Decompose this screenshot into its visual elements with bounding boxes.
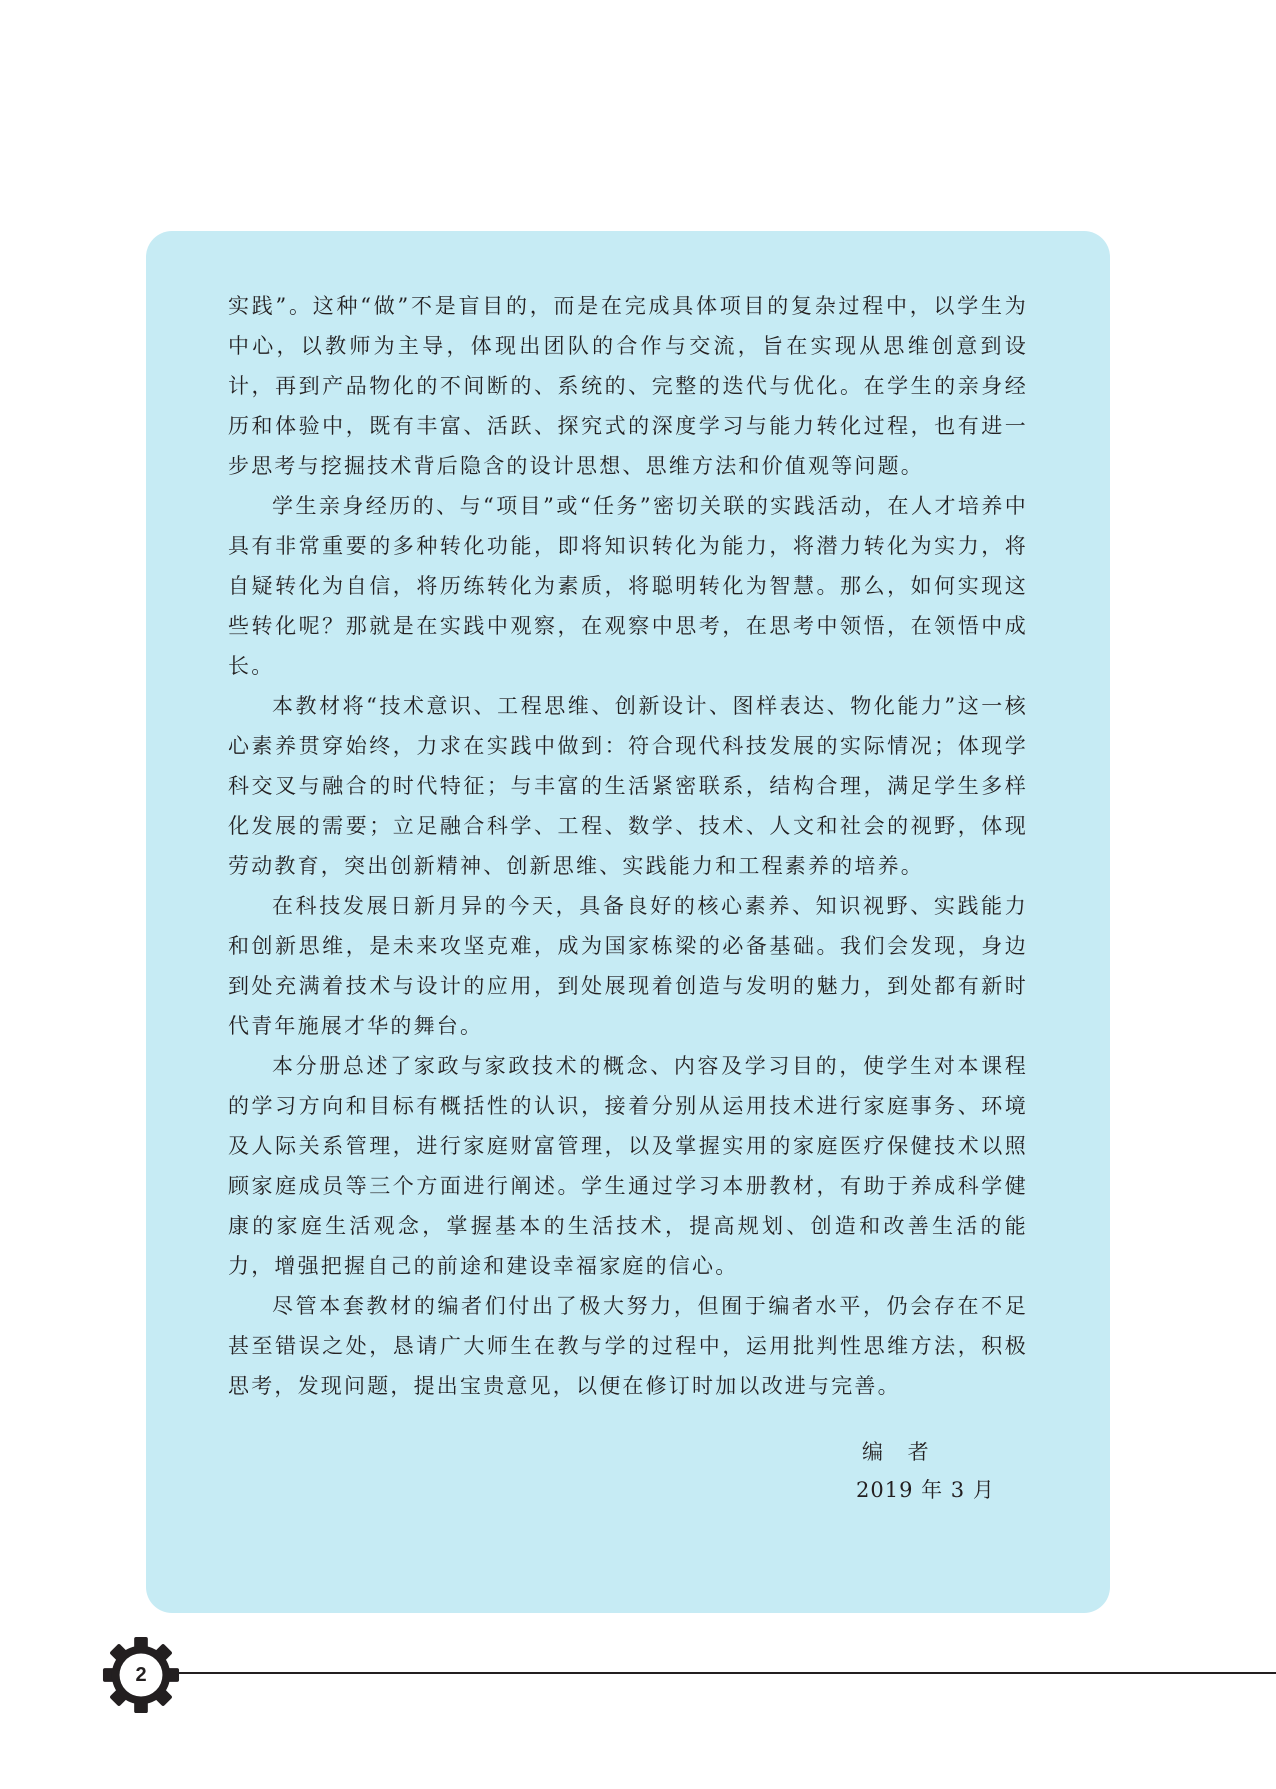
paragraph-core-literacy: 本教材将“技术意识、工程思维、创新设计、图样表达、物化能力”这一核心素养贯穿始终，力求在实践中做到：符合现代科技发展的实际情况；体现学科交叉与融合的时代特征；与丰富的生活紧密联系，结构合理，满足学生多样化发展的需要；立足融合科学、工程、数学、技术、人文和社会的视野，体现劳动教育，突出创新精神、创新思维、实践能力和工程素养的培养。 [228,694,1028,878]
paragraph-continuation: 实践”。这种“做”不是盲目的，而是在完成具体项目的复杂过程中，以学生为中心，以教师为主导，体现出团队的合作与交流，旨在实现从思维创意到设计，再到产品物化的不间断的、系统的、完整的迭代与优化。在学生的亲身经历和体验中，既有丰富、活跃、探究式的深度学习与能力转化过程，也有进一步思考与挖掘技术背后隐含的设计思想、思维方法和价值观等问题。 [228,294,1028,478]
preface-body [228,286,1028,1406]
signature-date: 2019 年 3 月 [856,1478,995,1502]
page-number: 2 [135,1664,147,1686]
paragraph-tech-development: 在科技发展日新月异的今天，具备良好的核心素养、知识视野、实践能力和创新思维，是未来攻坚克难，成为国家栋梁的必备基础。我们会发现，身边到处充满着技术与设计的应用，到处展现着创造与发明的魅力，到处都有新时代青年施展才华的舞台。 [228,894,1028,1038]
paragraph-volume-summary: 本分册总述了家政与家政技术的概念、内容及学习目的，使学生对本课程的学习方向和目标有概括性的认识，接着分别从运用技术进行家庭事务、环境及人际关系管理，进行家庭财富管理，以及掌握实用的家庭医疗保健技术以照顾家庭成员等三个方面进行阐述。学生通过学习本册教材，有助于养成科学健康的家庭生活观念，掌握基本的生活技术，提高规划、创造和改善生活的能力，增强把握自己的前途和建设幸福家庭的信心。 [228,1054,1028,1278]
paragraph-practice-activities: 学生亲身经历的、与“项目”或“任务”密切关联的实践活动，在人才培养中具有非常重要的多种转化功能，即将知识转化为能力，将潜力转化为实力，将自疑转化为自信，将历练转化为素质，将聪明转化为智慧。那么，如何实现这些转化呢？那就是在实践中观察，在观察中思考，在思考中领悟，在领悟中成长。 [228,494,1028,678]
footer-rule [176,1672,1276,1674]
paragraph-closing-request: 尽管本套教材的编者们付出了极大努力，但囿于编者水平，仍会存在不足甚至错误之处，恳请广大师生在教与学的过程中，运用批判性思维方法，积极思考，发现问题，提出宝贵意见，以便在修订时加以改进与完善。 [228,1294,1028,1398]
signature-author: 编 者 [862,1440,931,1464]
